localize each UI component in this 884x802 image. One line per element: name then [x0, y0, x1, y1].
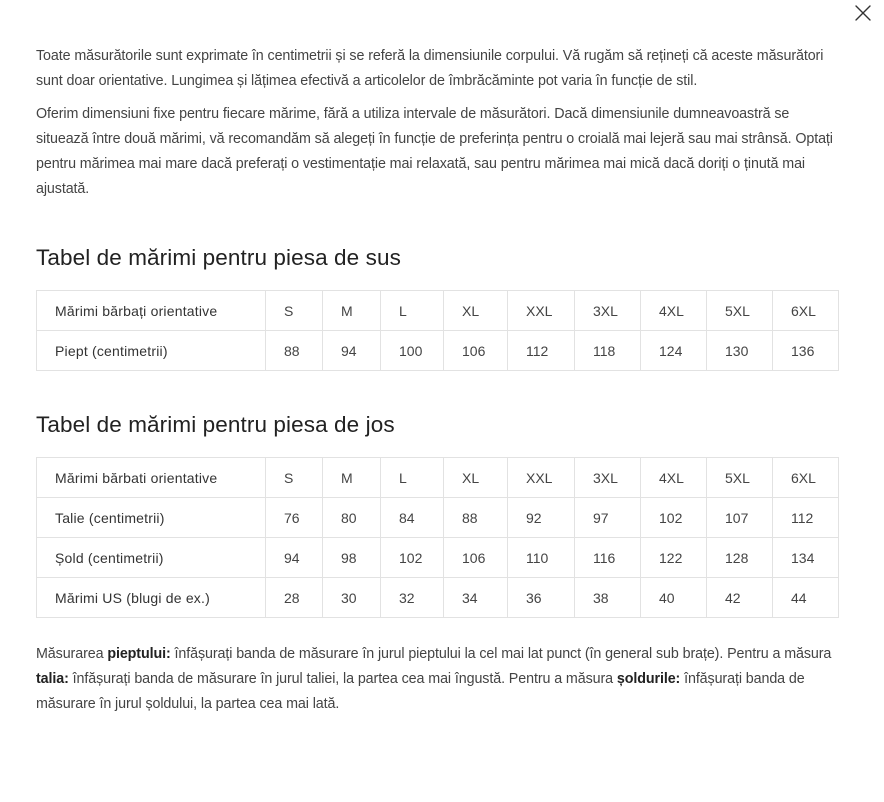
table-cell: 130 — [707, 331, 773, 371]
table-cell: 32 — [381, 578, 444, 618]
table-cell: 118 — [575, 331, 641, 371]
table-cell: XL — [444, 458, 508, 498]
size-guide-content — [36, 44, 838, 717]
table-cell: 110 — [508, 538, 575, 578]
instructions-bold-chest: pieptului: — [107, 646, 171, 662]
instructions-bold-waist: talia: — [36, 671, 69, 687]
table-row — [37, 578, 839, 618]
table-cell: 116 — [575, 538, 641, 578]
table-cell: 5XL — [707, 458, 773, 498]
bottom-size-chart-title: Tabel de mărimi pentru piesa de jos — [36, 412, 395, 437]
table-cell: 112 — [508, 331, 575, 371]
intro-paragraph-1: Toate măsurătorile sunt exprimate în centimetrii și se referă la dimensiunile corpului. Vă rugăm să rețineți că aceste măsurători sunt doar orientative. Lungimea și lățimea efectivă a articolelor de îmbrăcăminte pot varia în funcție de stil. — [36, 48, 824, 89]
table-row — [37, 331, 839, 371]
instructions-text: înfășurați banda de măsurare în jurul taliei, la partea cea mai îngustă. Pentru a măsura — [68, 671, 617, 687]
table-header-row — [37, 458, 839, 498]
table-cell: 28 — [266, 578, 323, 618]
bottom-size-table — [36, 457, 839, 618]
table-cell: 3XL — [575, 458, 641, 498]
table-cell: L — [381, 458, 444, 498]
table-cell: S — [266, 458, 323, 498]
table-cell: 124 — [641, 331, 707, 371]
table-cell: 102 — [641, 498, 707, 538]
table-cell: 4XL — [641, 458, 707, 498]
table-cell: 36 — [508, 578, 575, 618]
table-cell: M — [323, 291, 381, 331]
table-row — [37, 538, 839, 578]
table-cell: 30 — [323, 578, 381, 618]
table-cell: 92 — [508, 498, 575, 538]
table-cell: 100 — [381, 331, 444, 371]
table-cell: XXL — [508, 458, 575, 498]
table-cell: 80 — [323, 498, 381, 538]
measurement-instructions — [36, 642, 838, 717]
table-cell: 97 — [575, 498, 641, 538]
table-cell: Piept (centimetrii) — [37, 331, 266, 371]
table-cell: 4XL — [641, 291, 707, 331]
table-cell: 106 — [444, 331, 508, 371]
instructions-text: înfășurați banda de măsurare în jurul pieptului la cel mai lat punct (în general sub brațe). Pentru a măsura — [170, 646, 832, 662]
table-cell: 136 — [773, 331, 839, 371]
table-cell: Mărimi bărbati orientative — [37, 458, 266, 498]
table-cell: Mărimi US (blugi de ex.) — [37, 578, 266, 618]
table-cell: 88 — [266, 331, 323, 371]
table-cell: 76 — [266, 498, 323, 538]
table-cell: 38 — [575, 578, 641, 618]
table-cell: 98 — [323, 538, 381, 578]
table-cell: 112 — [773, 498, 839, 538]
table-cell: 107 — [707, 498, 773, 538]
table-cell: 84 — [381, 498, 444, 538]
table-cell: 34 — [444, 578, 508, 618]
table-cell: 94 — [323, 331, 381, 371]
table-cell: 102 — [381, 538, 444, 578]
table-cell: S — [266, 291, 323, 331]
table-header-row — [37, 291, 839, 331]
table-cell: 134 — [773, 538, 839, 578]
table-row — [37, 498, 839, 538]
table-cell: 94 — [266, 538, 323, 578]
table-cell: Talie (centimetrii) — [37, 498, 266, 538]
table-cell: Șold (centimetrii) — [37, 538, 266, 578]
table-cell: 6XL — [773, 291, 839, 331]
instructions-text: înfășurați banda de măsurare în jurul șoldului, la partea cea mai lată. — [36, 671, 805, 712]
table-cell: 44 — [773, 578, 839, 618]
close-icon — [853, 3, 873, 23]
table-cell: XL — [444, 291, 508, 331]
table-cell: M — [323, 458, 381, 498]
table-cell: 6XL — [773, 458, 839, 498]
instructions-text: Măsurarea — [36, 646, 108, 662]
table-cell: 3XL — [575, 291, 641, 331]
table-cell: XXL — [508, 291, 575, 331]
table-cell: 128 — [707, 538, 773, 578]
intro-paragraph-2: Oferim dimensiuni fixe pentru fiecare mărime, fără a utiliza intervale de măsurători. Dacă dimensiunile dumneavoastră se situează între două mărimi, vă recomandăm să alegeți în funcție de preferința pentru o croială mai lejeră sau mai strânsă. Optați pentru mărimea mai mare dacă preferați o vestimentație mai relaxată, sau pentru mărimea mai mică dacă doriți o ținută mai ajustată. — [36, 106, 833, 197]
close-button[interactable] — [853, 3, 873, 23]
top-size-table — [36, 290, 839, 371]
table-cell: 122 — [641, 538, 707, 578]
table-cell: 42 — [707, 578, 773, 618]
table-cell: 40 — [641, 578, 707, 618]
table-cell: Mărimi bărbați orientative — [37, 291, 266, 331]
instructions-bold-hips: șoldurile: — [616, 671, 681, 687]
table-cell: 5XL — [707, 291, 773, 331]
top-size-chart-title: Tabel de mărimi pentru piesa de sus — [36, 245, 401, 270]
table-cell: 88 — [444, 498, 508, 538]
table-cell: 106 — [444, 538, 508, 578]
table-cell: L — [381, 291, 444, 331]
